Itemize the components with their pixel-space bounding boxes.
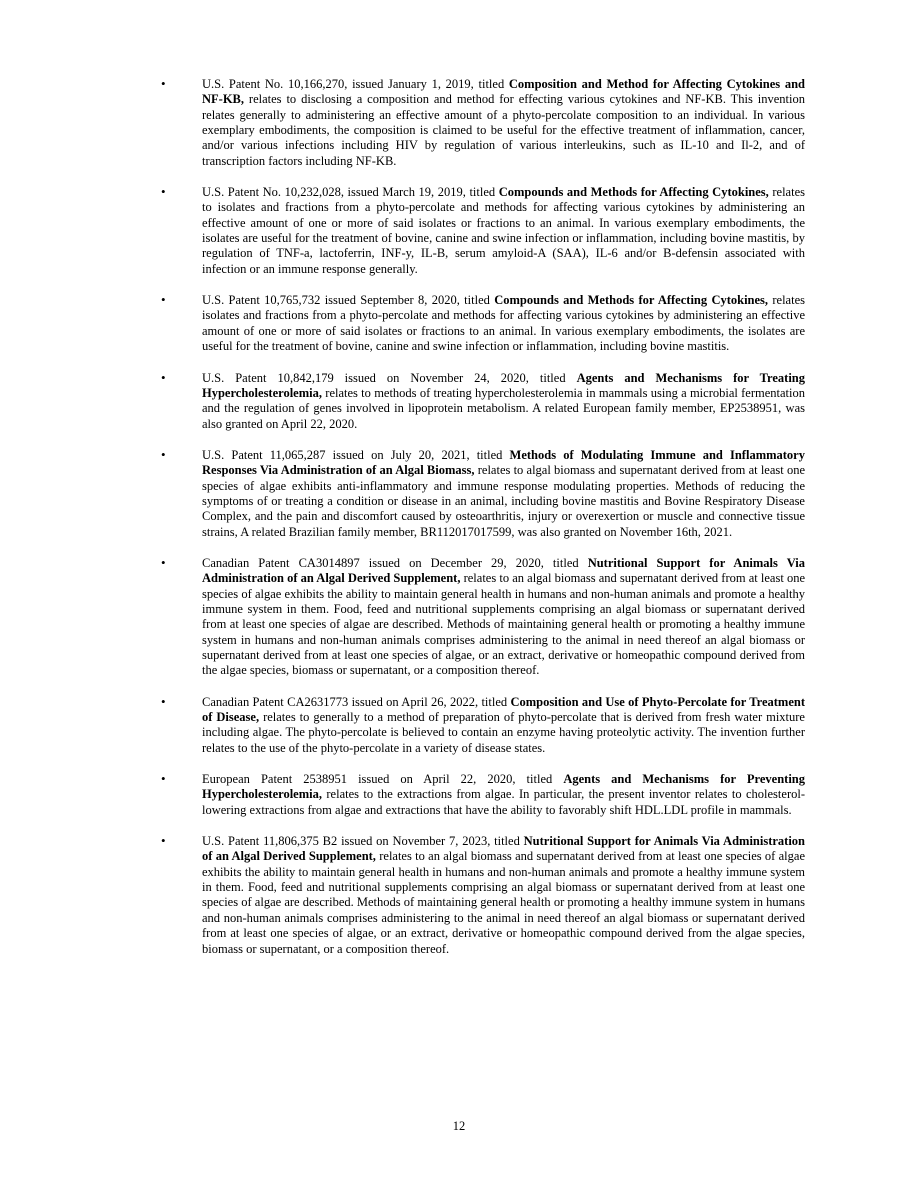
patent-item	[161, 292, 805, 354]
patent-item	[161, 76, 805, 169]
patent-list	[161, 76, 806, 957]
page-number: 12	[452, 1119, 466, 1133]
bullet-icon: •	[161, 446, 166, 462]
patent-intro: Canadian Patent CA2631773 issued on April 26, 2022, titled	[202, 694, 511, 709]
patent-item	[161, 833, 805, 957]
patent-item	[161, 554, 805, 679]
patent-description: relates to disclosing a composition and method for effecting various cytokines and NF-KB. This invention relates generally to administering an effective amount of a phyto-percolate composition to an individual. In various exemplary embodiments, the composition is claimed to be useful for the effective treatment of inflammation, cancer, and/or various infections including HIV by regulation of various interleukins, such as IL-10 and Il-2, and of transcription factors including NF-KB.	[202, 92, 805, 168]
bullet-icon: •	[161, 76, 166, 91]
patent-title: Methods of Modulating Immune and Inflammatory Responses Via Administration of an Algal Biomass,	[202, 447, 805, 478]
patent-intro: U.S. Patent 11,806,375 B2 issued on November 7, 2023, titled	[202, 834, 524, 849]
patent-title: Agents and Mechanisms for Preventing Hypercholesterolemia,	[202, 772, 805, 802]
bullet-icon: •	[161, 693, 166, 709]
patent-description: relates to methods of treating hypercholesterolemia in mammals using a microbial fermentation and the regulation of genes involved in lipoprotein metabolism. A related European family member, EP2538951, was also granted on April 22, 2020.	[202, 385, 805, 431]
patent-description: relates isolates and fractions from a phyto-percolate and methods for affecting various cytokines by administering an effective amount of one or more of said isolates or fractions to an animal. In various exemplary embodiments, the isolates are useful for the treatment of bovine, canine and swine infection or inflammation, including bovine mastitis.	[202, 293, 805, 354]
patent-intro: U.S. Patent 10,765,732 issued September 8, 2020, titled	[202, 293, 495, 308]
patent-description: relates to generally to a method of preparation of phyto-percolate that is derived from fresh water mixture including algae. The phyto-percolate is believed to contain an enzyme having proteolytic activity. The invention further relates to the use of the phyto-percolate in a variety of disease states.	[202, 710, 805, 755]
bullet-icon: •	[161, 369, 166, 385]
patent-item	[161, 184, 805, 277]
patent-intro: Canadian Patent CA3014897 issued on December 29, 2020, titled	[202, 555, 588, 570]
patent-item	[161, 693, 806, 756]
bullet-icon: •	[161, 554, 166, 570]
patent-title: Nutritional Support for Animals Via Administration of an Algal Derived Supplement,	[202, 834, 805, 864]
patent-title: Nutritional Support for Animals Via Administration of an Algal Derived Supplement,	[202, 555, 805, 586]
patent-title: Composition and Use of Phyto-Percolate for Treatment of Disease,	[202, 694, 806, 725]
bullet-icon: •	[161, 771, 166, 787]
patent-title: Agents and Mechanisms for Treating Hypercholesterolemia,	[202, 370, 806, 400]
patent-title: Compounds and Methods for Affecting Cytokines,	[498, 185, 769, 200]
bullet-icon: •	[161, 184, 166, 200]
patent-intro: U.S. Patent No. 10,166,270, issued January 1, 2019, titled	[202, 77, 509, 91]
patent-description: relates to the extractions from algae. In particular, the present inventor relates to cholesterol-lowering extractions from algae and extractions that have the ability to favorably shift HDL.LDL profile in mammals.	[202, 787, 805, 817]
patent-description: relates to isolates and fractions from a phyto-percolate and methods for affecting various cytokines by administering an effective amount of one or more of said isolates or fractions to an animal. In various exemplary embodiments, the isolates are useful for the treatment of bovine, canine and swine infection or inflammation, including bovine mastitis, by regulation of TNF-a, lactoferrin, INF-y, IL-B, serum amyloid-A (SAA), IL-6 and/or B-defensin associated with infection or an immune response generally.	[202, 185, 805, 276]
patent-intro: European Patent 2538951 issued on April 22, 2020, titled	[202, 772, 564, 787]
patent-item	[161, 446, 805, 540]
page-content	[161, 76, 806, 957]
patent-intro: U.S. Patent 10,842,179 issued on November 24, 2020, titled	[202, 370, 577, 385]
patent-description: relates to an algal biomass and supernatant derived from at least one species of algae exhibits the ability to maintain general health in humans and non-human animals and promote a healthy immune system in them. Food, feed and nutritional supplements comprising an algal biomass or supernatant derived from at least one species of algae are described. Methods of maintaining general health or promoting a healthy immune system in humans and non-human animals comprises administering to the animal in need thereof an algal biomass or supernatant derived from at least one species of algae, or an extract, derivative or homeopathic compound derived from the algae species, biomass or supernatant, or a composition thereof.	[202, 571, 805, 678]
patent-description: relates to an algal biomass and supernatant derived from at least one species of algae exhibits the ability to maintain general health in humans and non-human animals and promote a healthy immune system in them. Food, feed and nutritional supplements comprising an algal biomass or supernatant derived from at least one species of algae are described. Methods of maintaining general health or promoting a healthy immune system in humans and non-human animals comprises administering to the animal in need thereof an algal biomass or supernatant derived from at least one species of algae, or an extract, derivative or homeopathic compound derived from the algae species, biomass or supernatant, or a composition thereof.	[202, 849, 805, 956]
patent-intro: U.S. Patent No. 10,232,028, issued March 19, 2019, titled	[202, 185, 499, 200]
bullet-icon: •	[161, 292, 166, 308]
bullet-icon: •	[161, 833, 166, 849]
patent-intro: U.S. Patent 11,065,287 issued on July 20, 2021, titled	[202, 447, 510, 462]
patent-title: Compounds and Methods for Affecting Cytokines,	[494, 293, 769, 308]
patent-description: relates to algal biomass and supernatant derived from at least one species of algae exhibits anti-inflammatory and immune response modulating properties. Methods of reducing the symptoms of or treating a condition or disease in an animal, including bovine mastitis and Bovine Respiratory Disease Complex, and the pain and discomfort caused by osteoarthritis, injury or overexertion or muscle and connective tissue strains, A related Brazilian family member, BR112017017599, was also granted on November 16th, 2021.	[202, 463, 805, 539]
patent-title: Composition and Method for Affecting Cytokines and NF-KB,	[202, 77, 805, 107]
patent-item	[161, 771, 805, 818]
patent-item	[161, 369, 806, 432]
